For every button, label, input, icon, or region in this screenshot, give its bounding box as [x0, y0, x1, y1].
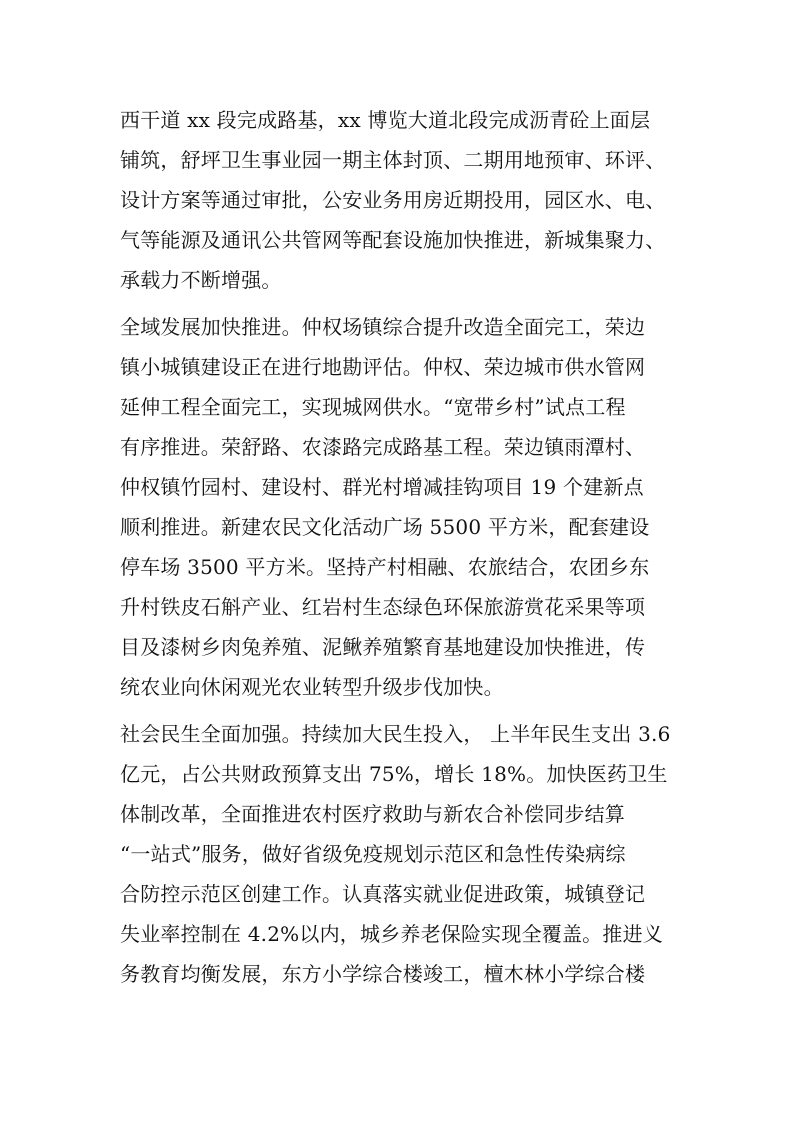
text-line: 西干道 xx 段完成路基，xx 博览大道北段完成沥青砼上面层	[120, 108, 651, 132]
text-line: 设计方案等通过审批，公安业务用房近期投用，园区水、电、	[120, 188, 666, 212]
text-line: 体制改革，全面推进农村医疗救助与新农合补偿同步结算	[120, 802, 625, 826]
text-line: 有序推进。荣舒路、农漆路完成路基工程。荣边镇雨潭村、	[120, 435, 646, 459]
text-line: 亿元，占公共财政预算支出 75%，增长 18%。加快医药卫生	[120, 762, 668, 786]
paragraph-start-line: 社会民生全面加强。持续加大民生投入， 上半年民生支出 3.6	[120, 722, 671, 746]
text-line: 仲权镇竹园村、建设村、群光村增减挂钩项目 19 个建新点	[120, 475, 644, 499]
text-line: 目及漆树乡肉兔养殖、泥鳅养殖繁育基地建设加快推进，传	[120, 635, 646, 659]
text-line: “一站式”服务，做好省级免疫规划示范区和急性传染病综	[120, 842, 626, 866]
text-line: 气等能源及通讯公共管网等配套设施加快推进，新城集聚力、	[120, 228, 666, 252]
text-line: 铺筑，舒坪卫生事业园一期主体封顶、二期用地预审、环评、	[120, 148, 666, 172]
text-line: 失业率控制在 4.2%以内，城乡养老保险实现全覆盖。推进义	[120, 922, 663, 946]
text-line: 承载力不断增强。	[120, 268, 282, 292]
text-line: 务教育均衡发展，东方小学综合楼竣工，檀木林小学综合楼	[120, 962, 646, 986]
text-line: 顺利推进。新建农民文化活动广场 5500 平方米，配套建设	[120, 515, 650, 539]
text-line: 停车场 3500 平方米。坚持产村相融、农旅结合，农团乡东	[120, 555, 650, 579]
text-line: 统农业向休闲观光农业转型升级步伐加快。	[120, 675, 504, 699]
text-line: 镇小城镇建设正在进行地勘评估。仲权、荣边城市供水管网	[120, 355, 646, 379]
text-line: 升村铁皮石斛产业、红岩村生态绿色环保旅游赏花采果等项	[120, 595, 646, 619]
paragraph-start-line: 全域发展加快推进。仲权场镇综合提升改造全面完工，荣边	[120, 315, 646, 339]
text-line: 延伸工程全面完工，实现城网供水。“宽带乡村”试点工程	[120, 395, 626, 419]
text-line: 合防控示范区创建工作。认真落实就业促进政策，城镇登记	[120, 882, 646, 906]
